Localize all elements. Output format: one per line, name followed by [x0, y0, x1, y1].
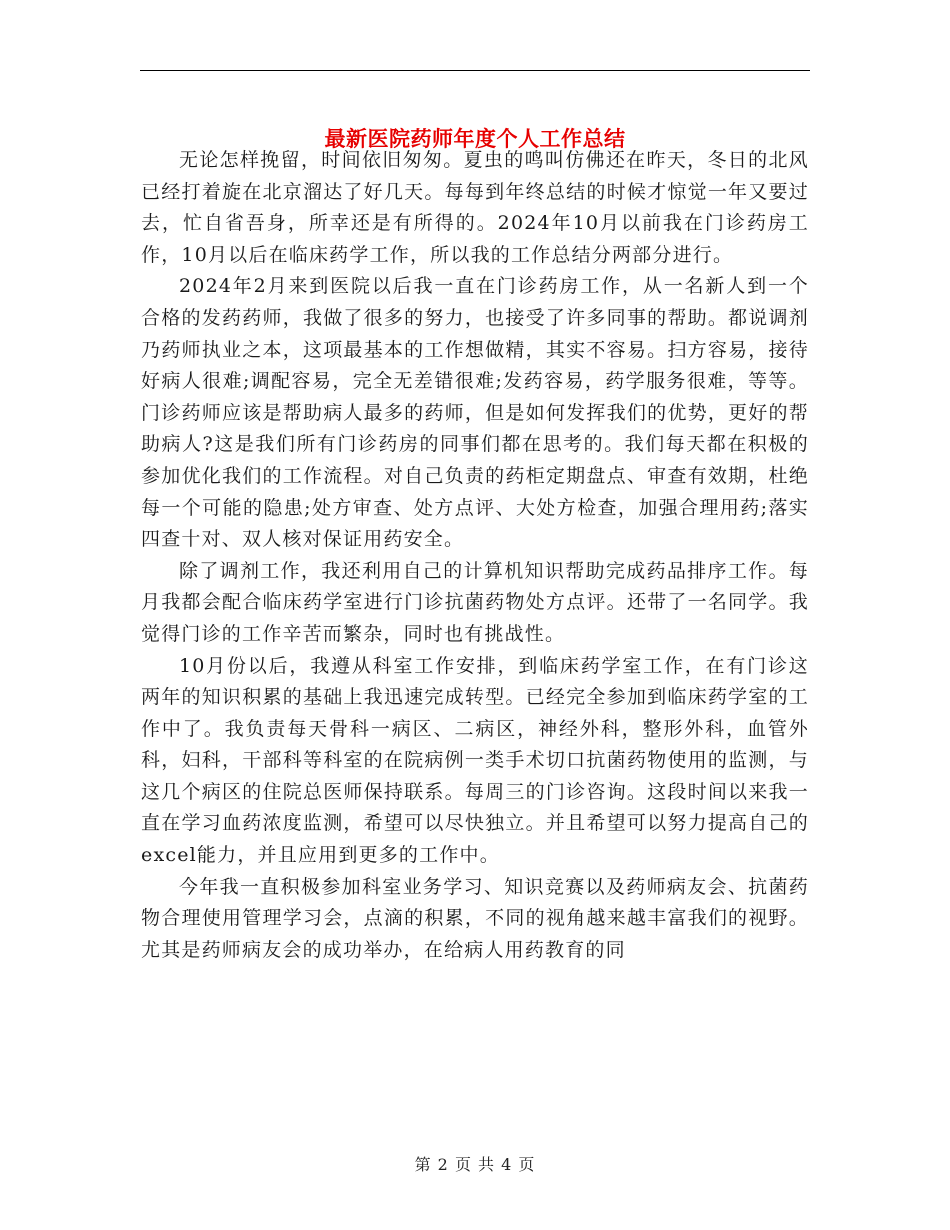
page-number: 第 2 页 共 4 页 — [414, 1155, 536, 1174]
paragraph-5: 今年我一直积极参加科室业务学习、知识竞赛以及药师病友会、抗菌药物合理使用管理学习会，点滴的积累，不同的视角越来越丰富我们的视野。尤其是药师病友会的成功举办，在给病人用药教育的同 — [141, 875, 809, 961]
paragraph-2: 2024年2月来到医院以后我一直在门诊药房工作，从一名新人到一个合格的发药药师，我做了很多的努力，也接受了许多同事的帮助。都说调剂乃药师执业之本，这项最基本的工作想做精，其实不容易。扫方容易，接待好病人很难;调配容易，完全无差错很难;发药容易，药学服务很难，等等。门诊药师应该是帮助病人最多的药师，但是如何发挥我们的优势，更好的帮助病人?这是我们所有门诊药房的同事们都在思考的。我们每天都在积极的参加优化我们的工作流程。对自己负责的药柜定期盘点、审查有效期，杜绝每一个可能的隐患;处方审查、处方点评、大处方检查，加强合理用药;落实四查十对、双人核对保证用药安全。 — [141, 275, 809, 551]
paragraph-3: 除了调剂工作，我还利用自己的计算机知识帮助完成药品排序工作。每月我都会配合临床药学室进行门诊抗菌药物处方点评。还带了一名同学。我觉得门诊的工作辛苦而繁杂，同时也有挑战性。 — [141, 559, 809, 645]
document-title: 最新医院药师年度个人工作总结 — [324, 126, 626, 152]
paragraph-4: 10月份以后，我遵从科室工作安排，到临床药学室工作，在有门诊这两年的知识积累的基础上我迅速完成转型。已经完全参加到临床药学室的工作中了。我负责每天骨科一病区、二病区，神经外科，整形外科，血管外科，妇科，干部科等科室的在院病例一类手术切口抗菌药物使用的监测，与这几个病区的住院总医师保持联系。每周三的门诊咨询。这段时间以来我一直在学习血药浓度监测，希望可以尽快独立。并且希望可以努力提高自己的excel能力，并且应用到更多的工作中。 — [141, 654, 809, 867]
document-body — [141, 145, 809, 966]
header-rule — [140, 70, 810, 71]
paragraph-1: 无论怎样挽留，时间依旧匆匆。夏虫的鸣叫仿佛还在昨天，冬日的北风已经打着旋在北京溜达了好几天。每每到年终总结的时候才惊觉一年又要过去，忙自省吾身，所幸还是有所得的。2024年10月以前我在门诊药房工作，10月以后在临床药学工作，所以我的工作总结分两部分进行。 — [141, 149, 809, 266]
